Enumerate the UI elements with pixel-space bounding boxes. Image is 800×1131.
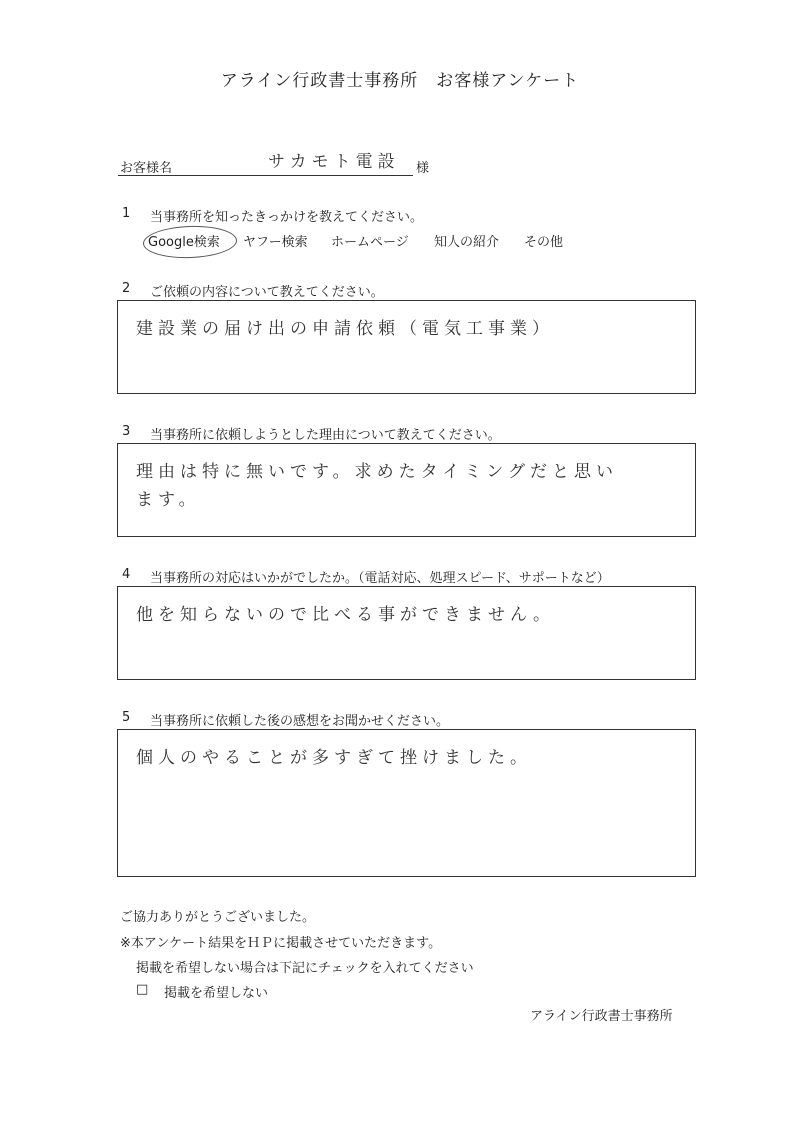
- footer-checkbox[interactable]: □: [136, 982, 149, 997]
- q5-text: 当事務所に依頼した後の感想をお聞かせください。: [150, 714, 450, 729]
- footer-notice: ※本アンケート結果をＨＰに掲載させていただきます。: [120, 936, 442, 951]
- q5-answer-box[interactable]: [117, 729, 696, 877]
- q4-text: 当事務所の対応はいかがでしたか。（電話対応、処理スピード、サポートなど）: [150, 571, 610, 586]
- footer-thanks: ご協力ありがとうございました。: [120, 910, 316, 925]
- customer-name-label: お客様名: [120, 161, 173, 176]
- q1-option-yahoo[interactable]: ヤフー検索: [243, 235, 308, 250]
- q4-answer-box[interactable]: [117, 586, 696, 680]
- q3-text: 当事務所に依頼しようとした理由について教えてください。: [150, 428, 501, 443]
- q3-answer-line2: ます。: [136, 490, 201, 510]
- q1-option-other[interactable]: その他: [524, 235, 564, 250]
- q5-number: 5: [122, 710, 131, 725]
- customer-name-value[interactable]: サカモト電設: [268, 152, 400, 172]
- q1-text: 当事務所を知ったきっかけを教えてください。: [150, 210, 424, 225]
- footer-office-name: アライン行政書士事務所: [530, 1009, 673, 1024]
- q3-answer: [136, 458, 681, 514]
- q1-option-referral[interactable]: 知人の紹介: [434, 235, 500, 250]
- q1-option-google[interactable]: Google検索: [148, 235, 220, 250]
- q3-number: 3: [122, 424, 131, 439]
- q2-answer-box[interactable]: [117, 300, 696, 394]
- page-title: アライン行政書士事務所 お客様アンケート: [220, 71, 580, 91]
- q3-answer-box[interactable]: [117, 443, 696, 537]
- customer-name-underline: [118, 175, 413, 176]
- q3-answer-line1: 理由は特に無いです。求めたタイミングだと思い: [136, 462, 618, 482]
- q2-answer: 建設業の届け出の申請依頼（電気工事業）: [136, 319, 554, 339]
- q5-answer: 個人のやることが多すぎて挫けました。: [136, 748, 532, 768]
- q1-number: 1: [122, 206, 131, 221]
- customer-name-suffix: 様: [416, 161, 430, 176]
- q2-text: ご依頼の内容について教えてください。: [150, 285, 384, 300]
- q1-selected-circle: [142, 224, 237, 259]
- footer-instruction: 掲載を希望しない場合は下記にチェックを入れてください: [136, 961, 474, 976]
- q2-number: 2: [122, 281, 131, 296]
- footer-checkbox-label: 掲載を希望しない: [164, 986, 269, 1001]
- q1-option-homepage[interactable]: ホームページ: [331, 235, 409, 250]
- q4-number: 4: [122, 567, 131, 582]
- q4-answer: 他を知らないので比べる事ができません。: [136, 605, 556, 625]
